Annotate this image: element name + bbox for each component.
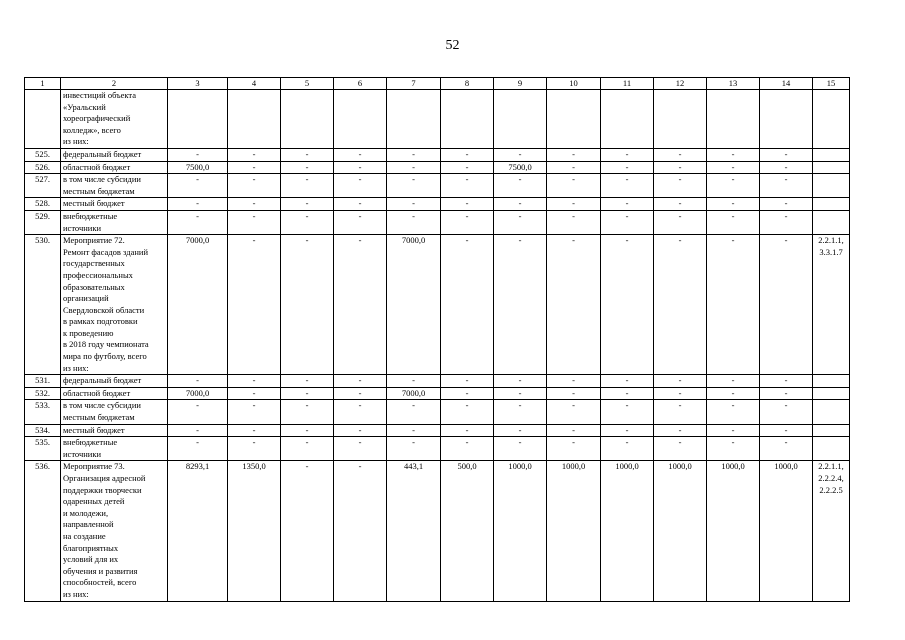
value-cell: - [228, 161, 281, 174]
value-cell [334, 90, 387, 149]
value-cell: - [547, 174, 601, 198]
value-cell: - [547, 400, 601, 424]
value-cell: - [387, 400, 441, 424]
target-code-cell [813, 161, 850, 174]
value-cell: - [281, 174, 334, 198]
table-row [25, 387, 850, 400]
value-cell: - [707, 437, 760, 461]
value-cell: - [228, 400, 281, 424]
value-cell: - [601, 235, 654, 375]
value-cell: - [387, 174, 441, 198]
value-cell: 1000,0 [707, 461, 760, 601]
table-row [25, 400, 850, 424]
value-cell: 1000,0 [654, 461, 707, 601]
value-cell: - [707, 400, 760, 424]
value-cell: - [494, 210, 547, 234]
page-number: 52 [445, 38, 460, 53]
target-code-cell [813, 210, 850, 234]
value-cell: - [228, 210, 281, 234]
value-cell: 443,1 [387, 461, 441, 601]
value-cell: - [494, 424, 547, 437]
value-cell: - [547, 198, 601, 211]
value-cell: - [707, 387, 760, 400]
value-cell: - [441, 375, 494, 388]
value-cell: - [760, 161, 813, 174]
value-cell: - [281, 387, 334, 400]
header-cell: 4 [228, 78, 281, 90]
value-cell: - [334, 424, 387, 437]
value-cell [228, 90, 281, 149]
table-row [25, 210, 850, 234]
value-cell: - [168, 198, 228, 211]
table-row [25, 437, 850, 461]
value-cell: 1000,0 [601, 461, 654, 601]
row-name-cell: инвестиций объекта «Уральский хореографический колледж», всего из них: [61, 90, 168, 149]
row-number-cell: 531. [25, 375, 61, 388]
value-cell: - [334, 174, 387, 198]
row-number-cell: 536. [25, 461, 61, 601]
value-cell: - [334, 400, 387, 424]
value-cell: - [168, 437, 228, 461]
value-cell: - [281, 198, 334, 211]
value-cell: - [334, 198, 387, 211]
row-name-cell: областной бюджет [61, 387, 168, 400]
value-cell: - [760, 437, 813, 461]
value-cell: 7500,0 [168, 161, 228, 174]
header-cell: 10 [547, 78, 601, 90]
target-code-cell [813, 90, 850, 149]
row-number-cell [25, 90, 61, 149]
header-cell: 12 [654, 78, 707, 90]
value-cell: 1350,0 [228, 461, 281, 601]
row-name-cell: внебюджетные источники [61, 437, 168, 461]
header-cell: 14 [760, 78, 813, 90]
row-number-cell: 527. [25, 174, 61, 198]
value-cell: - [707, 375, 760, 388]
value-cell [387, 90, 441, 149]
row-name-cell: Мероприятие 72. Ремонт фасадов зданий государственных профессиональных образовательных организаций Свердловской области в рамках подготовки к проведению в 2018 году чемпионата мира по футболу, всего из них: [61, 235, 168, 375]
value-cell: - [168, 148, 228, 161]
value-cell: - [707, 161, 760, 174]
value-cell: - [654, 437, 707, 461]
table-row [25, 461, 850, 601]
value-cell: - [334, 161, 387, 174]
value-cell: - [601, 400, 654, 424]
value-cell: 1000,0 [760, 461, 813, 601]
value-cell: - [547, 148, 601, 161]
value-cell: - [707, 174, 760, 198]
value-cell: 1000,0 [547, 461, 601, 601]
value-cell: - [654, 148, 707, 161]
value-cell: - [494, 235, 547, 375]
value-cell: - [601, 387, 654, 400]
row-name-cell: федеральный бюджет [61, 375, 168, 388]
value-cell: - [707, 210, 760, 234]
table-row [25, 375, 850, 388]
value-cell: - [334, 375, 387, 388]
row-name-cell: местный бюджет [61, 424, 168, 437]
value-cell: 8293,1 [168, 461, 228, 601]
value-cell: - [601, 210, 654, 234]
value-cell: 7000,0 [168, 387, 228, 400]
value-cell: - [760, 148, 813, 161]
target-code-cell [813, 174, 850, 198]
header-cell: 8 [441, 78, 494, 90]
value-cell: - [168, 174, 228, 198]
row-name-cell: федеральный бюджет [61, 148, 168, 161]
value-cell: - [601, 437, 654, 461]
value-cell: - [334, 148, 387, 161]
value-cell: - [601, 161, 654, 174]
header-cell: 11 [601, 78, 654, 90]
value-cell: - [228, 198, 281, 211]
value-cell: - [387, 424, 441, 437]
row-number-cell: 532. [25, 387, 61, 400]
value-cell: - [760, 375, 813, 388]
value-cell: 7000,0 [168, 235, 228, 375]
table-row [25, 174, 850, 198]
value-cell: - [281, 235, 334, 375]
value-cell: - [387, 210, 441, 234]
value-cell: - [441, 424, 494, 437]
value-cell: - [387, 161, 441, 174]
value-cell: - [228, 174, 281, 198]
target-code-cell [813, 148, 850, 161]
value-cell: - [707, 235, 760, 375]
row-number-cell: 533. [25, 400, 61, 424]
table-row [25, 148, 850, 161]
value-cell: - [228, 235, 281, 375]
value-cell: - [547, 424, 601, 437]
row-number-cell: 530. [25, 235, 61, 375]
value-cell: - [547, 210, 601, 234]
value-cell: - [760, 387, 813, 400]
value-cell: - [441, 400, 494, 424]
value-cell: - [441, 210, 494, 234]
value-cell: - [760, 424, 813, 437]
value-cell: - [494, 174, 547, 198]
value-cell: - [168, 375, 228, 388]
header-cell: 9 [494, 78, 547, 90]
target-code-cell [813, 437, 850, 461]
value-cell: - [281, 437, 334, 461]
value-cell: - [441, 437, 494, 461]
value-cell: - [654, 210, 707, 234]
value-cell [601, 90, 654, 149]
value-cell: - [760, 400, 813, 424]
value-cell [654, 90, 707, 149]
row-name-cell: местный бюджет [61, 198, 168, 211]
header-cell: 7 [387, 78, 441, 90]
value-cell [441, 90, 494, 149]
value-cell: - [494, 437, 547, 461]
value-cell: - [547, 235, 601, 375]
value-cell: - [654, 424, 707, 437]
target-code-cell [813, 387, 850, 400]
value-cell: - [168, 210, 228, 234]
value-cell: - [494, 400, 547, 424]
table-row [25, 198, 850, 211]
row-name-cell: Мероприятие 73. Организация адресной поддержки творчески одаренных детей и молодежи, направленной на создание благоприятных условий для их обучения и развития способностей, всего из них: [61, 461, 168, 601]
value-cell: - [601, 174, 654, 198]
value-cell: - [228, 424, 281, 437]
value-cell: - [760, 198, 813, 211]
header-cell: 5 [281, 78, 334, 90]
value-cell: - [601, 424, 654, 437]
header-cell: 3 [168, 78, 228, 90]
value-cell: - [281, 210, 334, 234]
value-cell: - [281, 461, 334, 601]
value-cell: - [760, 235, 813, 375]
header-cell: 2 [61, 78, 168, 90]
value-cell: - [494, 387, 547, 400]
value-cell: - [760, 210, 813, 234]
value-cell: - [494, 198, 547, 211]
value-cell: - [281, 375, 334, 388]
value-cell: - [441, 148, 494, 161]
row-name-cell: в том числе субсидии местным бюджетам [61, 174, 168, 198]
row-number-cell: 525. [25, 148, 61, 161]
value-cell: - [654, 400, 707, 424]
value-cell: - [387, 198, 441, 211]
header-row [25, 78, 850, 90]
table-row [25, 90, 850, 149]
value-cell: 500,0 [441, 461, 494, 601]
value-cell: 7000,0 [387, 387, 441, 400]
value-cell [547, 90, 601, 149]
row-number-cell: 526. [25, 161, 61, 174]
row-name-cell: областной бюджет [61, 161, 168, 174]
row-number-cell: 529. [25, 210, 61, 234]
value-cell: - [547, 387, 601, 400]
value-cell [281, 90, 334, 149]
value-cell: - [228, 387, 281, 400]
header-cell: 6 [334, 78, 387, 90]
value-cell: - [228, 148, 281, 161]
target-code-cell [813, 375, 850, 388]
value-cell: - [168, 400, 228, 424]
value-cell: - [387, 375, 441, 388]
value-cell: - [654, 387, 707, 400]
value-cell [707, 90, 760, 149]
value-cell: - [654, 174, 707, 198]
value-cell: - [334, 437, 387, 461]
value-cell: - [334, 387, 387, 400]
value-cell: - [601, 148, 654, 161]
target-code-cell: 2.2.1.1, 3.3.1.7 [813, 235, 850, 375]
value-cell: - [494, 375, 547, 388]
value-cell: - [387, 437, 441, 461]
value-cell: - [601, 375, 654, 388]
value-cell: - [281, 400, 334, 424]
value-cell: - [601, 198, 654, 211]
value-cell: - [707, 148, 760, 161]
target-code-cell [813, 400, 850, 424]
value-cell: - [281, 148, 334, 161]
table-row [25, 161, 850, 174]
value-cell: - [654, 235, 707, 375]
value-cell [760, 90, 813, 149]
value-cell: 7500,0 [494, 161, 547, 174]
value-cell: - [707, 424, 760, 437]
value-cell: - [494, 148, 547, 161]
row-number-cell: 534. [25, 424, 61, 437]
value-cell: - [228, 437, 281, 461]
value-cell: - [547, 375, 601, 388]
value-cell: - [441, 235, 494, 375]
header-cell: 1 [25, 78, 61, 90]
value-cell: - [334, 235, 387, 375]
value-cell [168, 90, 228, 149]
row-number-cell: 528. [25, 198, 61, 211]
value-cell: 1000,0 [494, 461, 547, 601]
value-cell: - [654, 161, 707, 174]
value-cell [494, 90, 547, 149]
value-cell: - [547, 161, 601, 174]
header-cell: 15 [813, 78, 850, 90]
value-cell: - [707, 198, 760, 211]
value-cell: - [334, 210, 387, 234]
value-cell: - [547, 437, 601, 461]
value-cell: - [334, 461, 387, 601]
target-code-cell: 2.2.1.1, 2.2.2.4, 2.2.2.5 [813, 461, 850, 601]
value-cell: - [441, 174, 494, 198]
value-cell: - [654, 375, 707, 388]
row-name-cell: внебюджетные источники [61, 210, 168, 234]
value-cell: - [228, 375, 281, 388]
value-cell: - [441, 387, 494, 400]
budget-table [24, 77, 850, 602]
header-cell: 13 [707, 78, 760, 90]
table-row [25, 235, 850, 375]
value-cell: - [168, 424, 228, 437]
value-cell: - [387, 148, 441, 161]
value-cell: - [281, 424, 334, 437]
row-number-cell: 535. [25, 437, 61, 461]
value-cell: - [441, 198, 494, 211]
value-cell: - [654, 198, 707, 211]
value-cell: 7000,0 [387, 235, 441, 375]
row-name-cell: в том числе субсидии местным бюджетам [61, 400, 168, 424]
target-code-cell [813, 424, 850, 437]
value-cell: - [760, 174, 813, 198]
value-cell: - [441, 161, 494, 174]
table-row [25, 424, 850, 437]
value-cell: - [281, 161, 334, 174]
target-code-cell [813, 198, 850, 211]
